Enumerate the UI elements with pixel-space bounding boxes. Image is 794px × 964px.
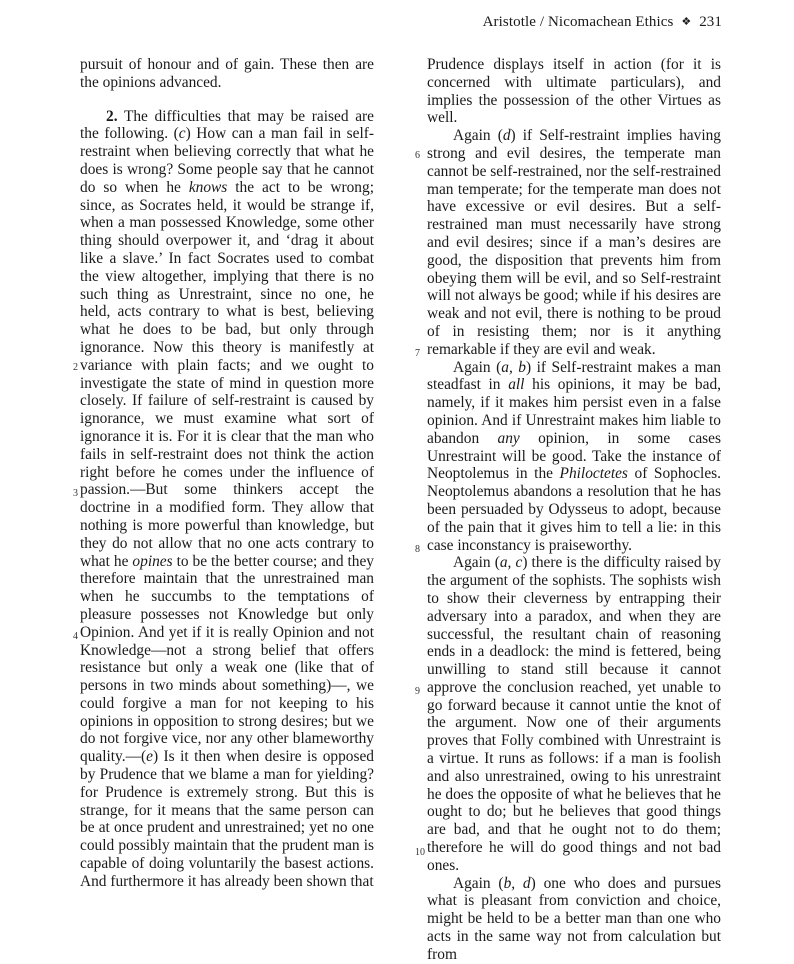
paragraph: 2. The difficulties that may be raised are the following. (c) How can a man fail in self-restraint when believing correctly that what he does is wrong? Some people say that he cannot do so when he knows the act to be wrong; since, as Socrates held, it would be strange if, when a man possessed Knowledge, some other thing should overpower it, and ‘drag it about like a slave.’ In fact Socrates used to combat the view altogether, implying that there is no such thing as Unrestraint, since no one, he held, acts contrary to what is best, believing what he does to be bad, but only through ignorance. Now this theory is manifestly at variance with plain facts; and we ought to investigate the state of mind in question more closely. If failure of self-restraint is caused by ignorance, we must examine what sort of ignorance it is. For it is clear that the man who fails in self-restraint does not think the action right before he comes under the influence of passion.—But some thinkers accept the doctrine in a modified form. They allow that nothing is more powerful than knowledge, but they do not allow that no one acts contrary to what he opines to be the better course; and they therefore maintain that the unrestrained man when he succumbs to the temptations of pleasure possesses not Knowledge but only Opinion. And yet if it is really Opinion and not Knowledge—not a strong belief that offers resistance but only a weak one (like that of persons in two minds about something)—, we could forgive a man for not keeping to his opinions in opposition to strong desires; but we do not forgive vice, nor any other blameworthy quality.—(e) Is it then when desire is opposed by Prudence that we blame a man for yielding? for Prudence is extremely strong. But this is strange, for it means that the same person can be at once prudent and unrestrained; yet no one could possibly maintain that the prudent man is capable of doing voluntarily the basest actions. And furthermore it has already been shown that <box>80 107 375 890</box>
margin-number-9: 9 <box>415 686 420 697</box>
left-column <box>80 56 374 891</box>
margin-number-8: 8 <box>415 544 420 555</box>
right-column <box>427 56 721 964</box>
paragraph: Again (a, b) if Self-restraint makes a man steadfast in all his opinions, it may be bad, namely, if it makes him persist even in a false opinion. And if Unrestraint makes him liable to abandon any opinion, in some cases Unrestraint will be good. Take the instance of Neoptolemus in the Philoctetes of Sophocles. Neoptolemus abandons a resolution that he has been persuaded by Odysseus to adopt, because of the pain that it gives him to tell a lie: in this case inconstancy is praiseworthy. <box>427 358 722 554</box>
header-work-title: Nicomachean Ethics <box>548 14 674 30</box>
margin-number-7: 7 <box>415 348 420 359</box>
margin-number-2: 2 <box>73 362 78 373</box>
paragraph: Again (a, c) there is the difficulty raised by the argument of the sophists. The sophists wish to show their cleverness by entrapping their adversary into a paradox, and when they are successful, the resultant chain of reasoning ends in a deadlock: the mind is fettered, being unwilling to stand still because it cannot approve the conclusion reached, yet unable to go forward because it cannot untie the knot of the argument. Now one of their arguments proves that Folly combined with Unrestraint is a virtue. It runs as follows: if a man is foolish and also unrestrained, owing to his unrestraint he does the opposite of what he believes that he ought to do; but he believes that good things are bad, and that he ought not to do them; therefore he will do good things and not bad ones. <box>427 554 721 874</box>
diamond-ornament-icon: ❖ <box>681 16 692 28</box>
margin-number-3: 3 <box>73 488 78 499</box>
section-number: 2. <box>106 107 118 125</box>
paragraph: Again (d) if Self-restraint implies having strong and evil desires, the temperate man cannot be self-restrained, nor the self-restrained man temperate; for the temperate man does not have excessive or evil desires. But a self-restrained man must necessarily have strong and evil desires; since if a man’s desires are good, the disposition that prevents him from obeying them will be evil, and so Self-restraint will not always be good; while if his desires are weak and not evil, there is nothing to be proud of in resisting them; nor is it anything remarkable if they are evil and weak. <box>427 127 722 358</box>
paragraph: Again (b, d) one who does and pursues what is pleasant from conviction and choice, might be held to be a better man than one who acts in the same way not from calculation but from <box>427 874 722 963</box>
paragraph: pursuit of honour and of gain. These then are the opinions advanced. <box>80 56 374 91</box>
paragraph: Prudence displays itself in action (for it is concerned with ultimate particulars), and implies the possession of the other Virtues as well. <box>427 56 721 127</box>
header-author: Aristotle <box>482 14 536 30</box>
margin-number-4: 4 <box>73 631 78 642</box>
running-header <box>483 14 722 31</box>
page-number: 231 <box>699 14 722 30</box>
header-separator: / <box>539 14 545 30</box>
margin-number-10: 10 <box>415 847 425 858</box>
margin-number-6: 6 <box>415 150 420 161</box>
